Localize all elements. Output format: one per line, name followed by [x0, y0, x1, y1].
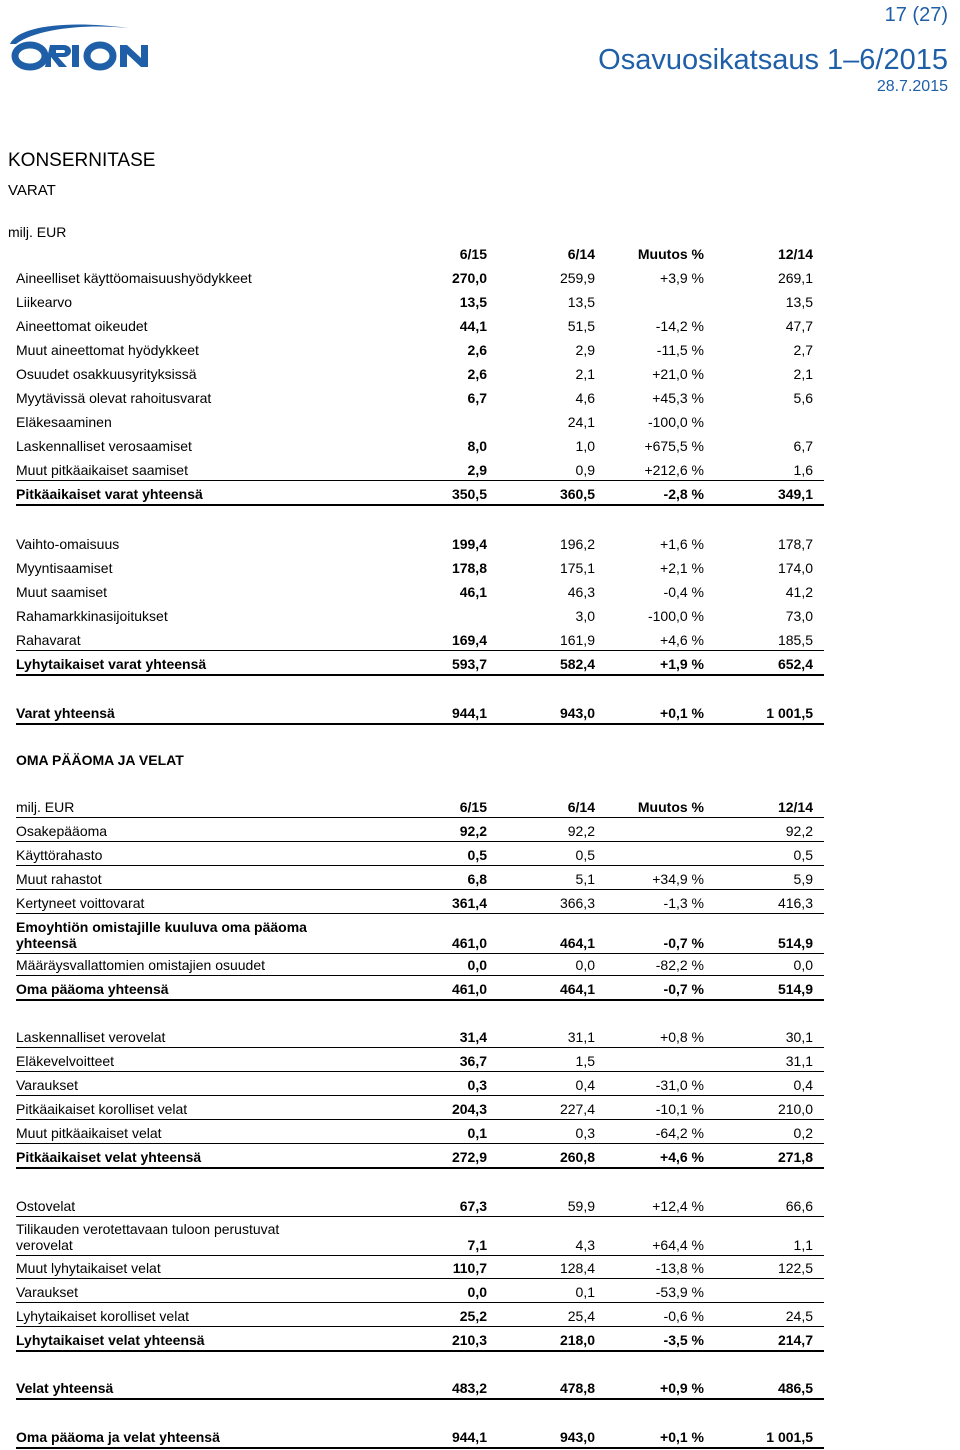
row-label: Pitkäaikaiset korolliset velat	[16, 1101, 188, 1117]
table-row	[16, 1215, 824, 1256]
column-header: 6/15	[459, 246, 487, 262]
table-row	[16, 845, 824, 866]
value-cell: 5,1	[575, 871, 595, 887]
change-cell: +34,9 %	[652, 871, 704, 887]
value-cell: 0,2	[793, 1125, 813, 1141]
value-cell: 0,5	[575, 847, 595, 863]
value-cell: 0,5	[793, 847, 813, 863]
value-cell: 24,1	[567, 414, 595, 430]
value-cell: 361,4	[451, 895, 487, 911]
table-row	[16, 268, 824, 288]
value-cell: 122,5	[777, 1260, 813, 1276]
table-row	[16, 534, 824, 554]
document-title: Osavuosikatsaus 1–6/2015	[598, 44, 948, 76]
value-cell: 185,5	[777, 632, 813, 648]
change-cell: -0,7 %	[663, 981, 704, 997]
row-label: Lyhytaikaiset velat yhteensä	[16, 1332, 205, 1348]
value-cell: 1,6	[793, 462, 813, 478]
value-cell: 1,0	[575, 438, 595, 454]
value-cell: 30,1	[785, 1029, 813, 1045]
value-cell: 1 001,5	[766, 1429, 813, 1445]
value-cell: 269,1	[777, 270, 813, 286]
value-cell: 51,5	[567, 318, 595, 334]
table-row	[16, 340, 824, 360]
table-row	[16, 364, 824, 384]
value-cell: 272,9	[451, 1149, 487, 1165]
row-label: Liikearvo	[16, 294, 73, 310]
value-cell: 6,7	[467, 390, 487, 406]
value-cell: 92,2	[567, 823, 595, 839]
section-title: KONSERNITASE	[8, 150, 156, 171]
row-label: Oma pääoma yhteensä	[16, 981, 169, 997]
change-cell: +64,4 %	[652, 1237, 704, 1253]
change-cell: -13,8 %	[655, 1260, 704, 1276]
column-header: Muutos %	[637, 246, 704, 262]
row-label: Rahavarat	[16, 632, 81, 648]
value-cell: 486,5	[777, 1380, 813, 1396]
value-cell: 0,9	[575, 462, 595, 478]
change-cell: -1,3 %	[663, 895, 704, 911]
change-cell: +1,9 %	[660, 656, 704, 672]
assets-header-row	[16, 244, 824, 264]
value-cell: 128,4	[559, 1260, 595, 1276]
row-label-line: yhteensä	[16, 935, 77, 951]
row-label: Velat yhteensä	[16, 1380, 114, 1396]
row-label: Myyntisaamiset	[16, 560, 113, 576]
value-cell: 36,7	[459, 1053, 487, 1069]
value-cell: 514,9	[777, 981, 813, 997]
column-header: Muutos %	[637, 799, 704, 815]
value-cell: 2,1	[793, 366, 813, 382]
value-cell: 271,8	[777, 1149, 813, 1165]
table-row	[16, 1306, 824, 1327]
value-cell: 483,2	[451, 1380, 487, 1396]
document-date: 28.7.2015	[876, 78, 948, 95]
column-header: 6/14	[567, 246, 595, 262]
row-label: Laskennalliset verovelat	[16, 1029, 166, 1045]
value-cell: 67,3	[459, 1198, 487, 1214]
value-cell: 161,9	[559, 632, 595, 648]
value-cell: 2,9	[467, 462, 487, 478]
change-cell: +12,4 %	[652, 1198, 704, 1214]
table-row	[16, 582, 824, 602]
table-row	[16, 869, 824, 890]
table-row	[16, 1282, 824, 1303]
table-row	[16, 893, 824, 914]
table-row	[16, 1196, 824, 1217]
value-cell: 5,9	[793, 871, 813, 887]
row-label	[16, 919, 441, 951]
value-cell: 582,4	[559, 656, 595, 672]
value-cell: 350,5	[451, 486, 487, 502]
column-header: 12/14	[777, 246, 813, 262]
equity-section-title: OMA PÄÄOMA JA VELAT	[16, 752, 184, 768]
liabilities-header-row	[16, 797, 824, 818]
value-cell: 204,3	[451, 1101, 487, 1117]
value-cell: 0,1	[575, 1284, 595, 1300]
value-cell: 366,3	[559, 895, 595, 911]
value-cell: 1 001,5	[766, 705, 813, 721]
table-row	[16, 436, 824, 456]
change-cell: -3,5 %	[663, 1332, 704, 1348]
value-cell: 0,5	[467, 847, 487, 863]
value-cell: 175,1	[559, 560, 595, 576]
value-cell: 2,9	[575, 342, 595, 358]
value-cell: 416,3	[777, 895, 813, 911]
change-cell: +212,6 %	[644, 462, 704, 478]
column-header: 6/15	[459, 799, 487, 815]
value-cell: 92,2	[785, 823, 813, 839]
change-cell: -2,8 %	[663, 486, 704, 502]
table-row	[16, 1330, 824, 1352]
value-cell: 7,1	[467, 1237, 487, 1253]
row-label: Ostovelat	[16, 1198, 76, 1214]
value-cell: 174,0	[777, 560, 813, 576]
table-row	[16, 606, 824, 626]
assets-title: VARAT	[8, 182, 56, 199]
table-row	[16, 484, 824, 506]
row-label: Määräysvallattomien omistajien osuudet	[16, 957, 266, 973]
row-label: Kertyneet voittovarat	[16, 895, 145, 911]
value-cell: 270,0	[451, 270, 487, 286]
value-cell: 41,2	[785, 584, 813, 600]
row-label: Muut aineettomat hyödykkeet	[16, 342, 199, 358]
row-label: Myytävissä olevat rahoitusvarat	[16, 390, 212, 406]
value-cell: 944,1	[451, 1429, 487, 1445]
value-cell: 6,7	[793, 438, 813, 454]
row-label: Aineelliset käyttöomaisuushyödykkeet	[16, 270, 252, 286]
value-cell: 5,6	[793, 390, 813, 406]
change-cell: -0,4 %	[663, 584, 704, 600]
row-label: Muut rahastot	[16, 871, 102, 887]
table-row	[16, 630, 824, 651]
value-cell: 218,0	[559, 1332, 595, 1348]
page-number: 17 (27)	[884, 4, 948, 26]
value-cell: 260,8	[559, 1149, 595, 1165]
row-label-line: Emoyhtiön omistajille kuuluva oma pääoma	[16, 919, 307, 935]
change-cell: +4,6 %	[660, 1149, 704, 1165]
row-label: Osakepääoma	[16, 823, 108, 839]
value-cell: 210,0	[777, 1101, 813, 1117]
row-label: Lyhytaikaiset korolliset velat	[16, 1308, 190, 1324]
row-label: Käyttörahasto	[16, 847, 103, 863]
value-cell: 13,5	[567, 294, 595, 310]
change-cell: +21,0 %	[652, 366, 704, 382]
value-cell: 943,0	[559, 1429, 595, 1445]
value-cell: 0,4	[793, 1077, 813, 1093]
value-cell: 178,8	[451, 560, 487, 576]
table-row	[16, 913, 824, 954]
value-cell: 0,0	[467, 1284, 487, 1300]
value-cell: 2,7	[793, 342, 813, 358]
value-cell: 31,1	[785, 1053, 813, 1069]
value-cell: 66,6	[785, 1198, 813, 1214]
change-cell: -10,1 %	[655, 1101, 704, 1117]
value-cell: 46,3	[567, 584, 595, 600]
value-cell: 73,0	[785, 608, 813, 624]
change-cell: -64,2 %	[655, 1125, 704, 1141]
change-cell: +675,5 %	[644, 438, 704, 454]
table-row	[16, 654, 824, 676]
table-row	[16, 558, 824, 578]
change-cell: +45,3 %	[652, 390, 704, 406]
value-cell: 227,4	[559, 1101, 595, 1117]
change-cell: +0,8 %	[660, 1029, 704, 1045]
row-label	[16, 1221, 441, 1253]
value-cell: 1,1	[793, 1237, 813, 1253]
row-label: Muut pitkäaikaiset saamiset	[16, 462, 188, 478]
value-cell: 4,6	[575, 390, 595, 406]
value-cell: 1,5	[575, 1053, 595, 1069]
change-cell: +0,1 %	[660, 705, 704, 721]
value-cell: 943,0	[559, 705, 595, 721]
table-row	[16, 821, 824, 842]
value-cell: 169,4	[451, 632, 487, 648]
row-label: Osuudet osakkuusyrityksissä	[16, 366, 197, 382]
value-cell: 464,1	[559, 981, 595, 997]
change-cell: -14,2 %	[655, 318, 704, 334]
value-cell: 349,1	[777, 486, 813, 502]
unit-label: milj. EUR	[16, 799, 75, 815]
change-cell: -0,7 %	[663, 935, 704, 951]
row-label: Muut saamiset	[16, 584, 108, 600]
table-row	[16, 460, 824, 481]
value-cell: 514,9	[777, 935, 813, 951]
change-cell: -11,5 %	[656, 342, 704, 358]
value-cell: 25,4	[567, 1308, 595, 1324]
value-cell: 652,4	[777, 656, 813, 672]
table-row	[16, 412, 824, 432]
row-label: Eläkesaaminen	[16, 414, 112, 430]
row-label: Rahamarkkinasijoitukset	[16, 608, 168, 624]
value-cell: 0,1	[467, 1125, 487, 1141]
orion-logo	[8, 22, 160, 72]
row-label: Varat yhteensä	[16, 705, 115, 721]
change-cell: +4,6 %	[660, 632, 704, 648]
change-cell: -0,6 %	[663, 1308, 704, 1324]
table-row	[16, 1427, 824, 1449]
change-cell: +0,9 %	[660, 1380, 704, 1396]
change-cell: -82,2 %	[655, 957, 704, 973]
value-cell: 478,8	[559, 1380, 595, 1396]
value-cell: 0,4	[575, 1077, 595, 1093]
value-cell: 2,1	[575, 366, 595, 382]
value-cell: 4,3	[575, 1237, 595, 1253]
value-cell: 25,2	[459, 1308, 487, 1324]
value-cell: 214,7	[777, 1332, 813, 1348]
value-cell: 13,5	[785, 294, 813, 310]
value-cell: 59,9	[567, 1198, 595, 1214]
table-row	[16, 1258, 824, 1279]
row-label: Eläkevelvoitteet	[16, 1053, 115, 1069]
value-cell: 360,5	[559, 486, 595, 502]
change-cell: +2,1 %	[660, 560, 704, 576]
value-cell: 3,0	[575, 608, 595, 624]
value-cell: 31,4	[459, 1029, 487, 1045]
value-cell: 46,1	[459, 584, 487, 600]
table-row	[16, 1075, 824, 1096]
table-row	[16, 979, 824, 1001]
table-row	[16, 316, 824, 336]
value-cell: 196,2	[559, 536, 595, 552]
value-cell: 464,1	[559, 935, 595, 951]
value-cell: 110,7	[452, 1260, 487, 1276]
value-cell: 210,3	[451, 1332, 487, 1348]
change-cell: +3,9 %	[660, 270, 704, 286]
value-cell: 944,1	[451, 705, 487, 721]
table-row	[16, 955, 824, 976]
table-row	[16, 1147, 824, 1169]
row-label: Muut lyhytaikaiset velat	[16, 1260, 161, 1276]
value-cell: 44,1	[459, 318, 487, 334]
table-row	[16, 1378, 824, 1400]
table-row	[16, 1099, 824, 1120]
row-label: Muut pitkäaikaiset velat	[16, 1125, 162, 1141]
table-row	[16, 1123, 824, 1144]
table-row	[16, 292, 824, 312]
value-cell: 2,6	[467, 342, 487, 358]
value-cell: 6,8	[467, 871, 487, 887]
value-cell: 0,0	[467, 957, 487, 973]
value-cell: 461,0	[451, 981, 487, 997]
value-cell: 593,7	[451, 656, 487, 672]
value-cell: 8,0	[467, 438, 487, 454]
table-row	[16, 1051, 824, 1072]
value-cell: 259,9	[559, 270, 595, 286]
change-cell: -31,0 %	[655, 1077, 704, 1093]
value-cell: 199,4	[451, 536, 487, 552]
table-row	[16, 1027, 824, 1048]
value-cell: 24,5	[785, 1308, 813, 1324]
value-cell: 92,2	[459, 823, 487, 839]
change-cell: -100,0 %	[647, 414, 704, 430]
column-header: 12/14	[777, 799, 813, 815]
row-label-line: verovelat	[16, 1237, 73, 1253]
value-cell: 47,7	[785, 318, 813, 334]
value-cell: 13,5	[459, 294, 487, 310]
value-cell: 0,0	[575, 957, 595, 973]
row-label: Oma pääoma ja velat yhteensä	[16, 1429, 220, 1445]
unit-label: milj. EUR	[8, 224, 67, 240]
row-label: Aineettomat oikeudet	[16, 318, 148, 334]
value-cell: 2,6	[467, 366, 487, 382]
row-label: Laskennalliset verosaamiset	[16, 438, 192, 454]
change-cell: +0,1 %	[660, 1429, 704, 1445]
change-cell: -100,0 %	[647, 608, 704, 624]
row-label: Vaihto-omaisuus	[16, 536, 120, 552]
row-label: Lyhytaikaiset varat yhteensä	[16, 656, 207, 672]
table-row	[16, 388, 824, 408]
value-cell: 31,1	[567, 1029, 595, 1045]
table-row	[16, 703, 824, 725]
value-cell: 461,0	[451, 935, 487, 951]
change-cell: -53,9 %	[655, 1284, 704, 1300]
value-cell: 0,3	[467, 1077, 487, 1093]
row-label: Varaukset	[16, 1077, 78, 1093]
value-cell: 178,7	[777, 536, 813, 552]
row-label-line: Tilikauden verotettavaan tuloon perustuvat	[16, 1221, 280, 1237]
row-label: Pitkäaikaiset varat yhteensä	[16, 486, 203, 502]
row-label: Pitkäaikaiset velat yhteensä	[16, 1149, 202, 1165]
change-cell: +1,6 %	[660, 536, 704, 552]
column-header: 6/14	[567, 799, 595, 815]
value-cell: 0,0	[793, 957, 813, 973]
value-cell: 0,3	[575, 1125, 595, 1141]
row-label: Varaukset	[16, 1284, 78, 1300]
